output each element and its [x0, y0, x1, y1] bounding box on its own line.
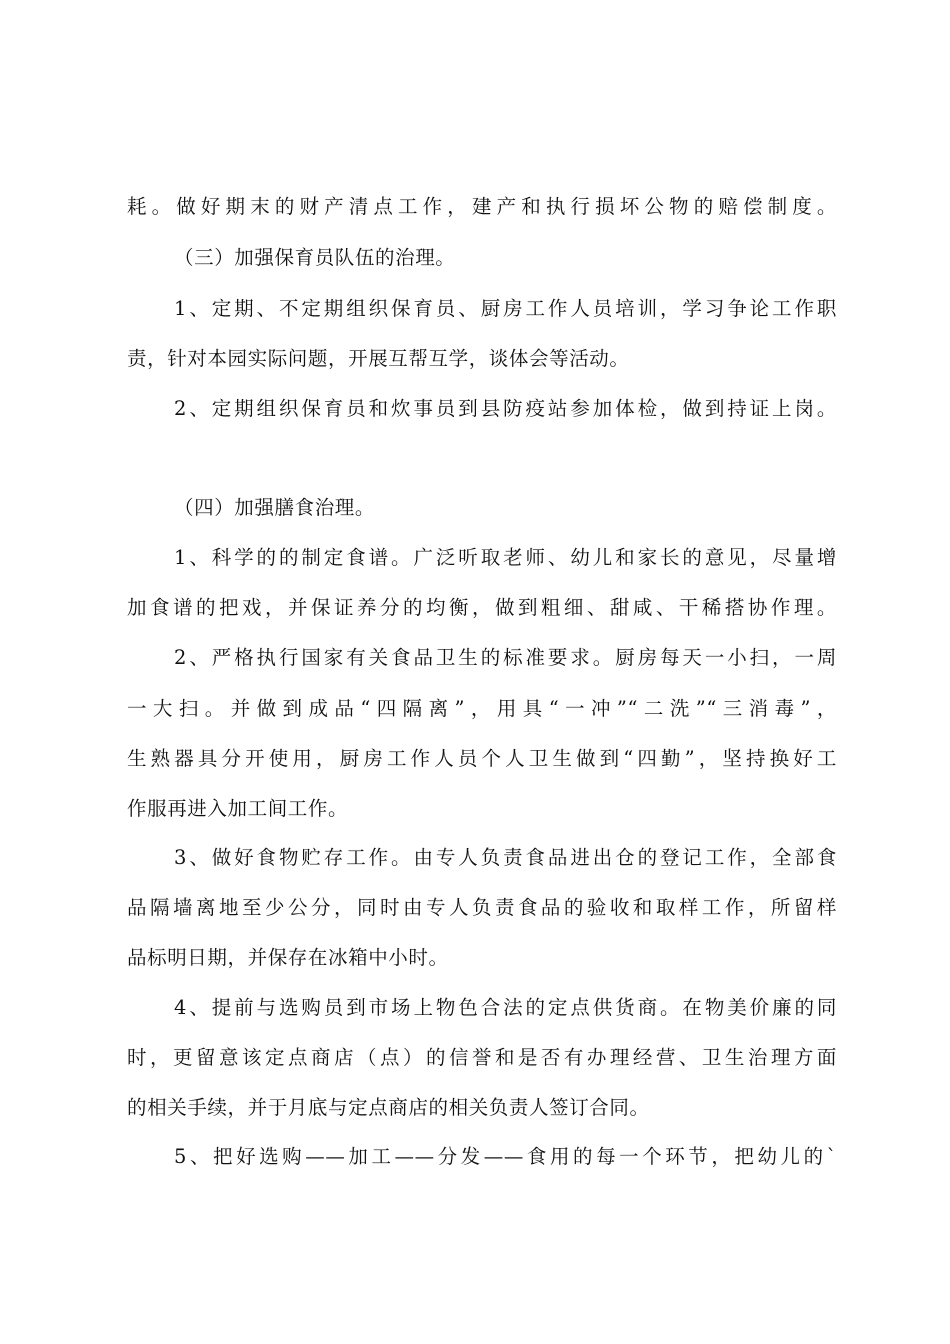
paragraph-line: 一大扫。并做到成品“四隔离”，用具“一冲”“二洗”“三消毒”，	[127, 697, 837, 720]
paragraph-line: 加食谱的把戏，并保证养分的均衡，做到粗细、甜咸、干稀搭协作理。	[127, 596, 837, 619]
paragraph-line: 责，针对本园实际问题，开展互帮互学，谈体会等活动。	[127, 347, 630, 370]
paragraph-line: 耗。做好期末的财产清点工作，建产和执行损坏公物的赔偿制度。	[127, 195, 837, 218]
paragraph-line: 生熟器具分开使用，厨房工作人员个人卫生做到“四勤”，坚持换好工	[127, 747, 837, 770]
paragraph-line: 5、把好选购——加工——分发——食用的每一个环节，把幼儿的`	[174, 1145, 837, 1168]
section-heading: （三）加强保育员队伍的治理。	[174, 246, 456, 269]
section-heading: （四）加强膳食治理。	[174, 496, 376, 519]
paragraph-line: 作服再进入加工间工作。	[127, 797, 349, 820]
paragraph-line: 3、做好食物贮存工作。由专人负责食品进出仓的登记工作，全部食	[174, 846, 837, 869]
paragraph-line: 1、科学的的制定食谱。广泛听取老师、幼儿和家长的意见，尽量增	[174, 546, 837, 569]
paragraph-line: 品隔墙离地至少公分，同时由专人负责食品的验收和取样工作，所留样	[127, 896, 837, 919]
paragraph-line: 品标明日期，并保存在冰箱中小时。	[127, 946, 449, 969]
paragraph-line: 4、提前与选购员到市场上物色合法的定点供货商。在物美价廉的同	[174, 996, 837, 1019]
paragraph-line: 时，更留意该定点商店（点）的信誉和是否有办理经营、卫生治理方面	[127, 1046, 837, 1069]
paragraph-line: 2、严格执行国家有关食品卫生的标准要求。厨房每天一小扫，一周	[174, 646, 837, 669]
paragraph-line: 1、定期、不定期组织保育员、厨房工作人员培训，学习争论工作职	[174, 297, 837, 320]
paragraph-line: 2、定期组织保育员和炊事员到县防疫站参加体检，做到持证上岗。	[174, 397, 837, 420]
paragraph-line: 的相关手续，并于月底与定点商店的相关负责人签订合同。	[127, 1096, 650, 1119]
